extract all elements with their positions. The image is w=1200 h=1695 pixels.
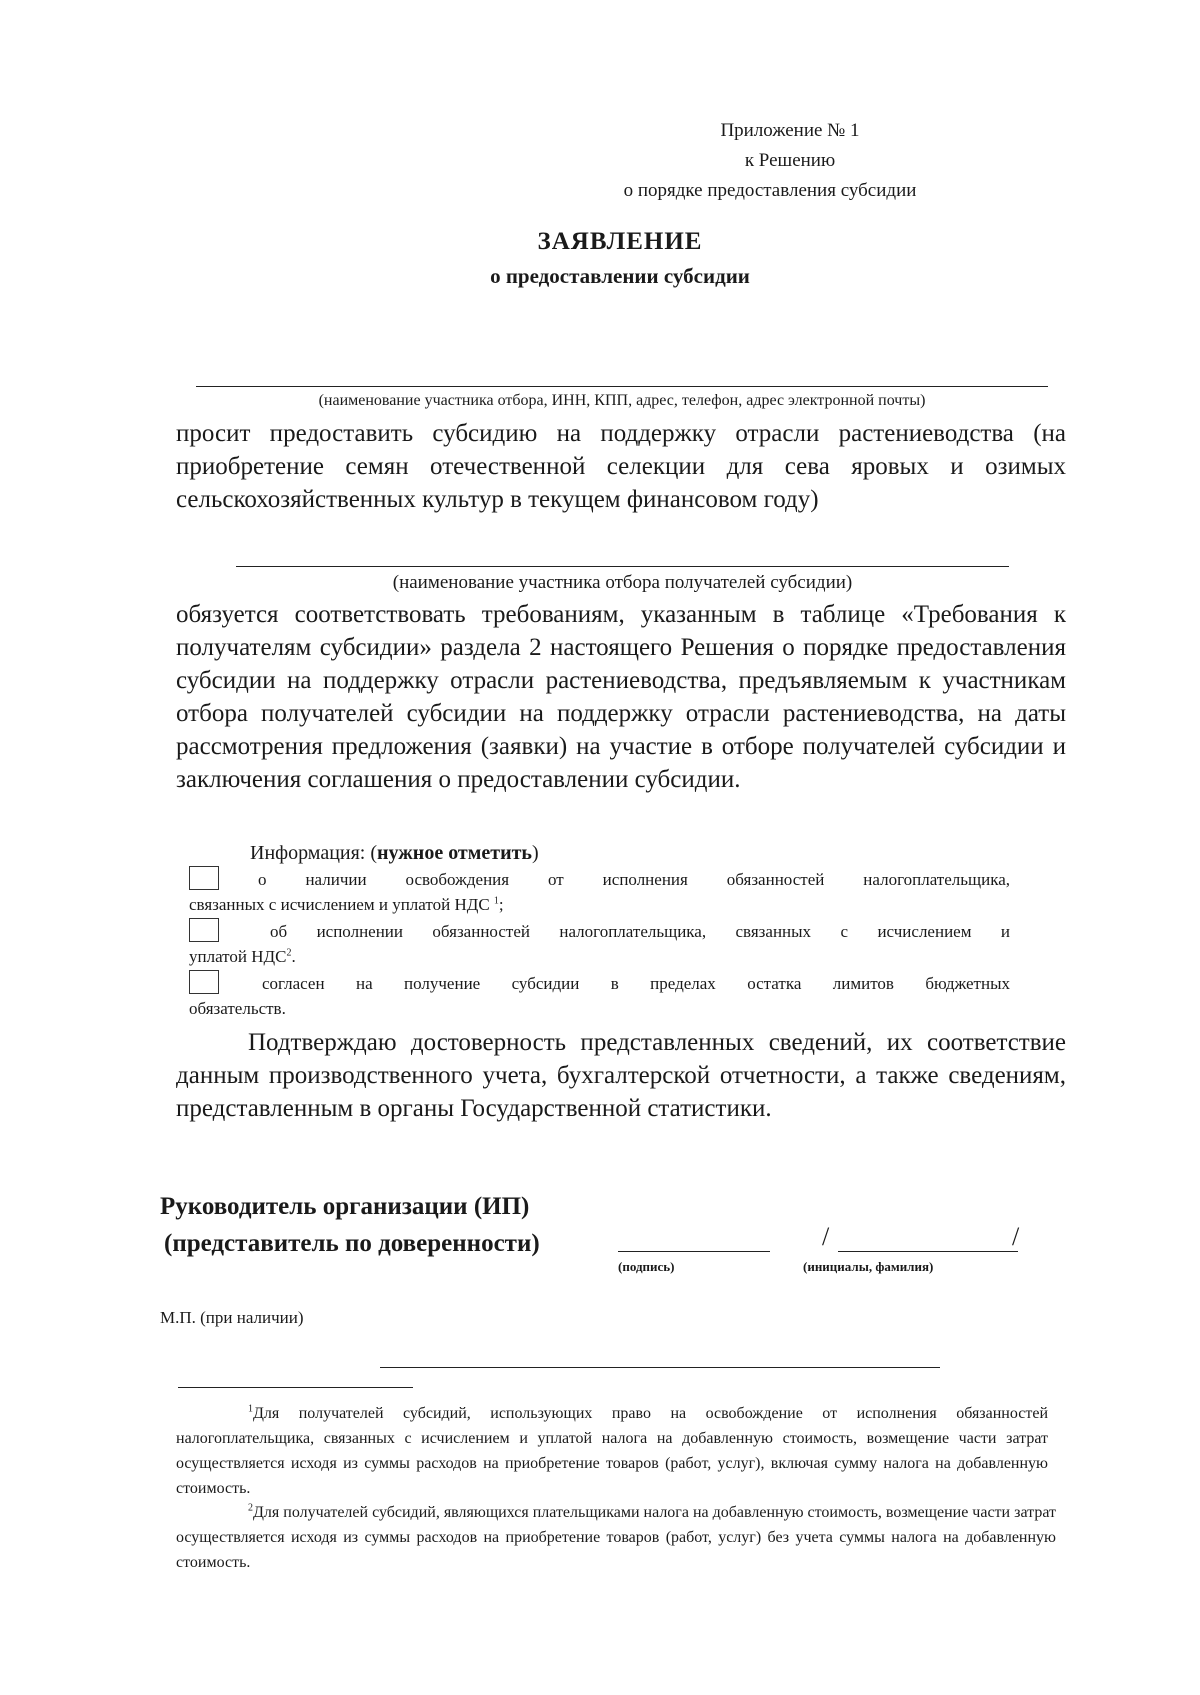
option-vat-payer-line2: уплатой НДС$^2$.: [189, 947, 296, 966]
document-end-line: [380, 1367, 940, 1368]
recipient-hint: (наименование участника отбора получателей субсидии): [392, 572, 853, 593]
appendix-number: Приложение № 1: [720, 120, 860, 141]
obligation-paragraph: обязуется соответствовать требованиям, указанным в таблице «Требования к получателям субсидии» раздела 2 настоящего Решения о порядке предоставления субсидии на поддержку отрасли растениеводства, предъявляемым к участникам отбора получателей субсидии на поддержку отрасли растениеводства, на даты рассмотрения предложения (заявки) на участие в отборе получателей субсидии и заключения соглашения о предоставлении субсидии.: [176, 601, 1066, 793]
info-heading: [250, 842, 539, 865]
signature-line[interactable]: [618, 1251, 770, 1252]
name-slash-right: /: [1012, 1222, 1020, 1251]
name-slash-left: /: [822, 1222, 830, 1251]
footnote-1: $^1$Для получателей субсидий, использующих право на освобождение от исполнения обязанностей налогоплательщика, связанных с исчислением и уплатой налога на добавленную стоимость, возмещение части затрат осуществляется исходя из суммы расходов на приобретение товаров (работ, услуг), включая сумму налога на добавленную стоимость.: [176, 1403, 1048, 1497]
option-vat-payer-line1: об исполнении обязанностей налогоплательщика, связанных с исчислением и: [270, 922, 1010, 941]
document-title: [250, 226, 990, 294]
option-budget-limits-line1: согласен на получение субсидии в пределах остатка лимитов бюджетных: [262, 974, 1010, 993]
name-caption: (инициалы, фамилия): [803, 1259, 934, 1274]
option-vat-exemption-line2: связанных с исчислением и уплатой НДС $^1$;: [189, 895, 504, 914]
info-label: Информация: (: [250, 842, 378, 864]
checkbox-vat-payer[interactable]: [189, 918, 219, 942]
appendix-decision: к Решению: [744, 150, 836, 171]
signatory-title-line2: (представитель по доверенности): [164, 1230, 540, 1257]
confirmation-paragraph: Подтверждаю достоверность представленных сведений, их соответствие данным производственного учета, бухгалтерской отчетности, а также сведениям, представленным в органы Государственной статистики.: [176, 1029, 1066, 1122]
recipient-fill-line[interactable]: [236, 566, 1009, 567]
stamp-note: М.П. (при наличии): [160, 1308, 304, 1327]
info-close: ): [532, 842, 539, 864]
title-sub: о предоставлении субсидии: [490, 264, 750, 288]
footnote-separator: [178, 1387, 413, 1388]
participant-hint: (наименование участника отбора, ИНН, КПП, адрес, телефон, адрес электронной почты): [318, 392, 926, 409]
checkbox-vat-exemption[interactable]: [189, 866, 219, 890]
footnote-1-mark: 1: [248, 1403, 253, 1415]
request-paragraph: просит предоставить субсидию на поддержку отрасли растениеводства (на приобретение семян отечественной селекции для сева яровых и озимых сельскохозяйственных культур в текущем финансовом году): [176, 420, 1066, 513]
title-main: ЗАЯВЛЕНИЕ: [537, 228, 703, 255]
participant-fill-line[interactable]: [196, 386, 1048, 387]
info-emphasis: нужное отметить: [377, 842, 533, 864]
option-budget-limits-line2: обязательств.: [189, 999, 286, 1018]
signature-caption: (подпись): [618, 1259, 675, 1274]
footnote-2-mark: 2: [248, 1502, 253, 1514]
signatory-title-line1: Руководитель организации (ИП): [160, 1193, 530, 1220]
footnote-2: $^2$Для получателей субсидий, являющихся плательщиками налога на добавленную стоимость, возмещение части затрат осуществляется исходя из суммы расходов на приобретение товаров (работ, услуг) без учета суммы налога на добавленную стоимость.: [176, 1502, 1056, 1571]
appendix-subject: о порядке предоставления субсидии: [623, 180, 917, 201]
appendix-reference: [560, 116, 1020, 206]
checkbox-budget-limits[interactable]: [189, 970, 219, 994]
name-line[interactable]: [838, 1251, 1018, 1252]
option-vat-exemption-line1: о наличии освобождения от исполнения обязанностей налогоплательщика,: [258, 870, 1010, 889]
